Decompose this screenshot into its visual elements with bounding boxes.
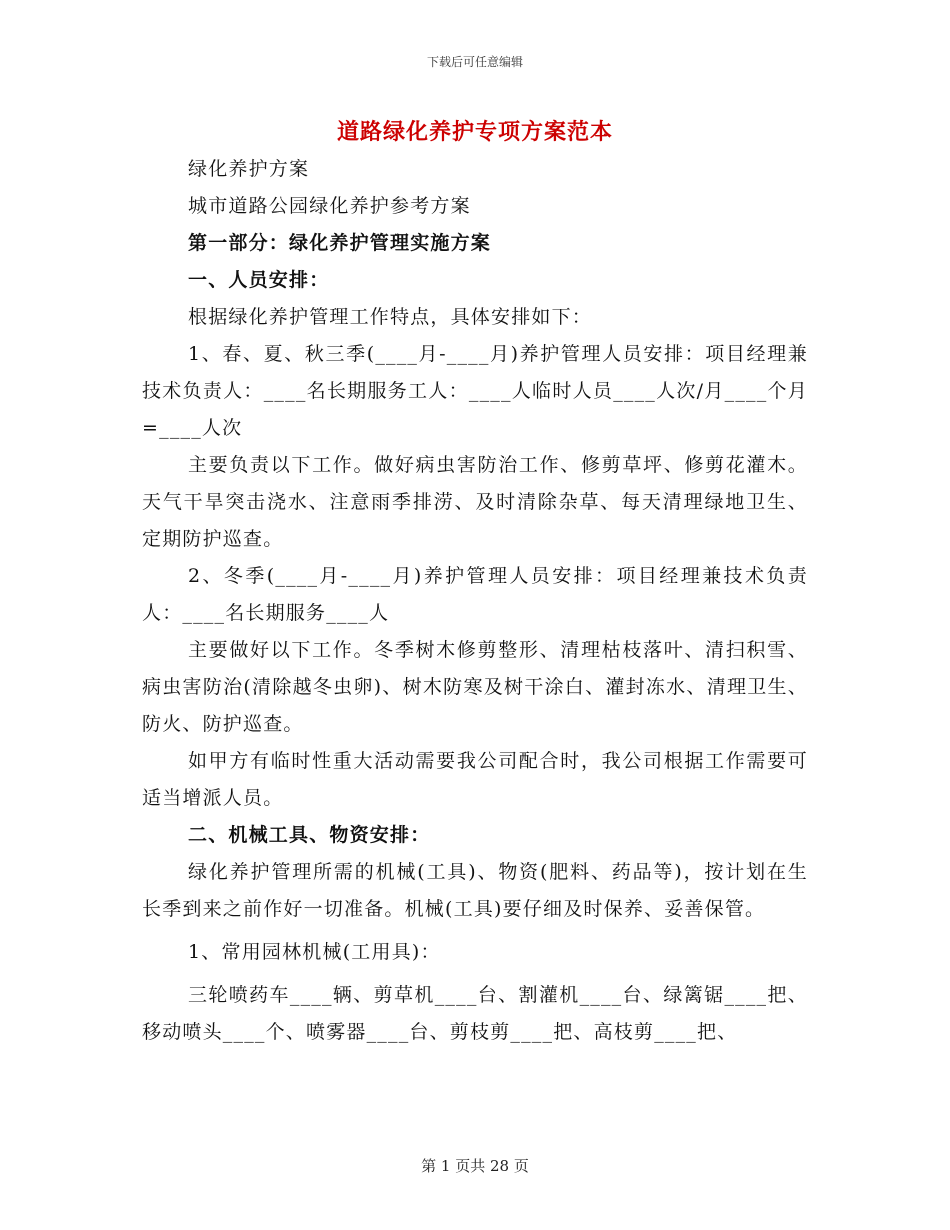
paragraph-reference-plan: 城市道路公园绿化养护参考方案	[188, 195, 471, 217]
paragraph-common-tools-heading: 1、常用园林机械(工用具)：	[188, 941, 441, 963]
section-heading-machinery: 二、机械工具、物资安排：	[188, 824, 431, 846]
page-footer: 第 1 页共 28 页	[421, 1157, 529, 1175]
paragraph-three-season-duties: 主要负责以下工作。做好病虫害防治工作、修剪草坪、修剪花灌木。天气干旱突击浇水、注意雨季排涝、及时清除杂草、每天清理绿地卫生、定期防护巡查。	[142, 454, 808, 550]
paragraph-plan-name: 绿化养护方案	[188, 158, 310, 180]
paragraph-tool-list: 三轮喷药车____辆、剪草机____台、割灌机____台、绿篱锯____把、移动喷头____个、喷雾器____台、剪枝剪____把、高枝剪____把、	[142, 984, 808, 1043]
document-body	[142, 151, 808, 1051]
paragraph-machinery-intro: 绿化养护管理所需的机械(工具)、物资(肥料、药品等)，按计划在生长季到来之前作好一切准备。机械(工具)要仔细及时保养、妥善保管。	[142, 861, 808, 920]
paragraph-extra-staff: 如甲方有临时性重大活动需要我公司配合时，我公司根据工作需要可适当增派人员。	[142, 750, 808, 809]
paragraph-three-season-staffing: 1、春、夏、秋三季(____月-____月)养护管理人员安排：项目经理兼技术负责人：____名长期服务工人：____人临时人员____人次/月____个月=____人次	[142, 343, 808, 439]
paragraph-winter-duties: 主要做好以下工作。冬季树木修剪整形、清理枯枝落叶、清扫积雪、病虫害防治(清除越冬虫卵)、树木防寒及树干涂白、灌封冻水、清理卫生、防火、防护巡查。	[142, 639, 808, 735]
header-note: 下载后可任意编辑	[426, 55, 523, 69]
section-heading-staffing: 一、人员安排：	[188, 269, 330, 291]
section-heading-part-one: 第一部分：绿化养护管理实施方案	[188, 232, 492, 254]
paragraph-staffing-intro: 根据绿化养护管理工作特点，具体安排如下：	[188, 306, 593, 328]
paragraph-winter-staffing: 2、冬季(____月-____月)养护管理人员安排：项目经理兼技术负责人：____名长期服务____人	[142, 565, 808, 624]
document-title: 道路绿化养护专项方案范本	[336, 119, 613, 145]
